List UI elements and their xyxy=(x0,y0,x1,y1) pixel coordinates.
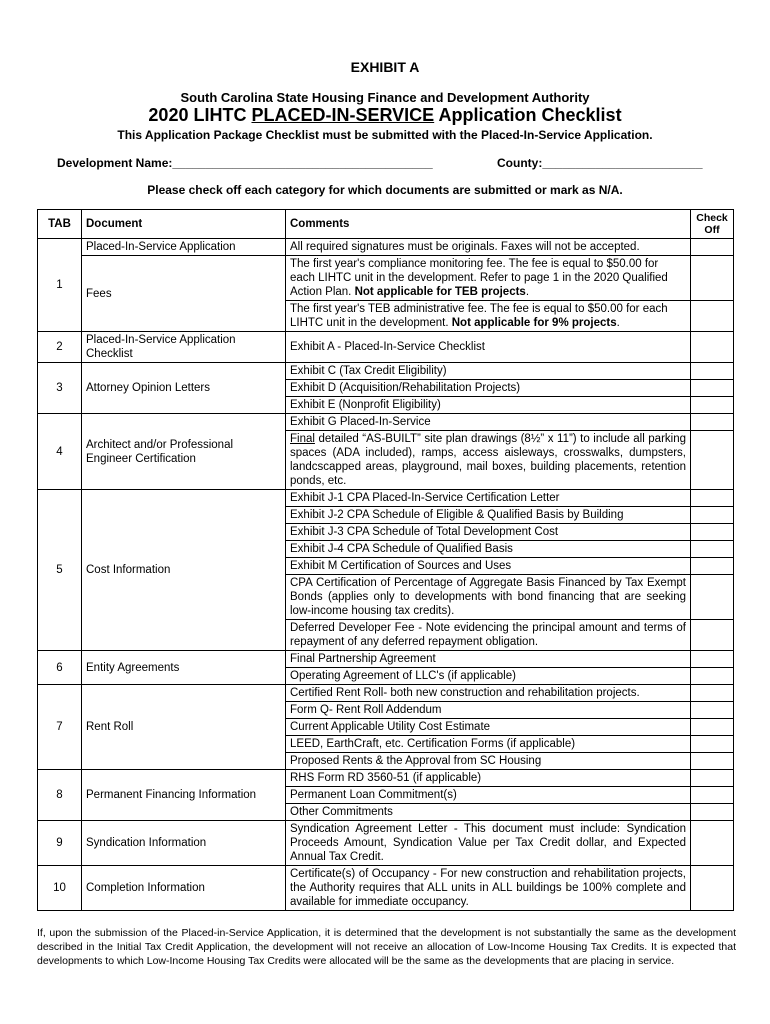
document-name: Permanent Financing Information xyxy=(82,770,286,821)
tab-number: 10 xyxy=(38,866,82,911)
comment: Operating Agreement of LLC's (if applicable) xyxy=(286,668,691,685)
check-off-cell[interactable] xyxy=(691,363,734,380)
comment: LEED, EarthCraft, etc. Certification Forms (if applicable) xyxy=(286,736,691,753)
comment: Exhibit C (Tax Credit Eligibility) xyxy=(286,363,691,380)
check-off-cell[interactable] xyxy=(691,541,734,558)
document-name: Fees xyxy=(82,256,286,332)
table-row xyxy=(38,821,734,866)
table-row xyxy=(38,770,734,787)
comment: Proposed Rents & the Approval from SC Housing xyxy=(286,753,691,770)
comment: Exhibit J-3 CPA Schedule of Total Development Cost xyxy=(286,524,691,541)
check-off-cell[interactable] xyxy=(691,620,734,651)
tab-number: 5 xyxy=(38,490,82,651)
document-name: Rent Roll xyxy=(82,685,286,770)
document-name: Placed-In-Service Application xyxy=(82,239,286,256)
comment: CPA Certification of Percentage of Aggregate Basis Financed by Tax Exempt Bonds (applies only to developments with bond financing that are seeking low-income housing tax credits). xyxy=(286,575,691,620)
footer-note: If, upon the submission of the Placed-in-Service Application, it is determined that the development is not substantially the same as the development described in the Initial Tax Credit Application, the development will not receive an allocation of Low-Income Housing Tax Credits. It is expected that developments to which Low-Income Housing Tax Credits were allocated will be the same as the developments that are placing in service. xyxy=(37,927,736,967)
document-name: Syndication Information xyxy=(82,821,286,866)
subtitle: This Application Package Checklist must be submitted with the Placed-In-Service Application. xyxy=(117,128,653,142)
comment: Exhibit J-1 CPA Placed-In-Service Certification Letter xyxy=(286,490,691,507)
table-header-row xyxy=(38,210,734,239)
tab-number: 9 xyxy=(38,821,82,866)
comment: Form Q- Rent Roll Addendum xyxy=(286,702,691,719)
check-off-cell[interactable] xyxy=(691,558,734,575)
tab-number: 2 xyxy=(38,332,82,363)
header-document: Document xyxy=(82,210,286,239)
comment: Other Commitments xyxy=(286,804,691,821)
comment: The first year's TEB administrative fee. The fee is equal to $50.00 for each LIHTC unit in the development. Not applicable for 9% projects. xyxy=(286,301,691,332)
document-name: Cost Information xyxy=(82,490,286,651)
check-off-cell[interactable] xyxy=(691,866,734,911)
tab-number: 8 xyxy=(38,770,82,821)
comment: The first year's compliance monitoring fee. The fee is equal to $50.00 for each LIHTC unit in the development. Refer to page 1 in the 2020 Qualified Action Plan. Not applicable for TEB projects. xyxy=(286,256,691,301)
checklist-table xyxy=(37,209,734,911)
check-off-cell[interactable] xyxy=(691,301,734,332)
comment: Certificate(s) of Occupancy - For new construction and rehabilitation projects, the Authority requires that ALL units in ALL buildings be 100% complete and available for immediate occupancy. xyxy=(286,866,691,911)
comment: Current Applicable Utility Cost Estimate xyxy=(286,719,691,736)
header-tab: TAB xyxy=(38,210,82,239)
comment: Exhibit A - Placed-In-Service Checklist xyxy=(286,332,691,363)
check-off-cell[interactable] xyxy=(691,770,734,787)
tab-number: 6 xyxy=(38,651,82,685)
table-row xyxy=(38,685,734,702)
comment: Permanent Loan Commitment(s) xyxy=(286,787,691,804)
comment: RHS Form RD 3560-51 (if applicable) xyxy=(286,770,691,787)
check-off-cell[interactable] xyxy=(691,668,734,685)
comment: Exhibit G Placed-In-Service xyxy=(286,414,691,431)
document-name: Attorney Opinion Letters xyxy=(82,363,286,414)
check-off-cell[interactable] xyxy=(691,397,734,414)
comment: Exhibit J-2 CPA Schedule of Eligible & Qualified Basis by Building xyxy=(286,507,691,524)
comment: Certified Rent Roll- both new construction and rehabilitation projects. xyxy=(286,685,691,702)
check-off-cell[interactable] xyxy=(691,575,734,620)
tab-number: 4 xyxy=(38,414,82,490)
check-off-cell[interactable] xyxy=(691,490,734,507)
check-off-cell[interactable] xyxy=(691,702,734,719)
comment: Final detailed “AS-BUILT” site plan drawings (8½” x 11”) to include all parking spaces (ADA included), ramps, access aisleways, crosswalks, dumpsters, landcscapped areas, playground, mail boxes, building placements, retention ponds, etc. xyxy=(286,431,691,490)
comment: Syndication Agreement Letter - This document must include: Syndication Proceeds Amount, Syndication Value per Tax Credit dollar, and Expected Annual Tax Credit. xyxy=(286,821,691,866)
check-off-cell[interactable] xyxy=(691,332,734,363)
tab-number: 3 xyxy=(38,363,82,414)
document-name: Completion Information xyxy=(82,866,286,911)
check-off-cell[interactable] xyxy=(691,651,734,668)
check-off-cell[interactable] xyxy=(691,239,734,256)
table-row xyxy=(38,490,734,507)
title-prefix: 2020 LIHTC xyxy=(148,105,247,125)
tab-number: 1 xyxy=(38,239,82,332)
document-name: Placed-In-Service Application Checklist xyxy=(82,332,286,363)
title-underlined: PLACED-IN-SERVICE xyxy=(251,105,435,125)
comment: Deferred Developer Fee - Note evidencing the principal amount and terms of repayment of any deferred repayment obligation. xyxy=(286,620,691,651)
table-row xyxy=(38,363,734,380)
check-off-cell[interactable] xyxy=(691,685,734,702)
table-row xyxy=(38,651,734,668)
development-name-field[interactable]: Development Name:_______________________________________ xyxy=(57,156,433,170)
county-field[interactable]: County:________________________ xyxy=(497,156,703,170)
organization-name: South Carolina State Housing Finance and Development Authority xyxy=(180,90,590,105)
table-row xyxy=(38,866,734,911)
check-off-cell[interactable] xyxy=(691,524,734,541)
header-comments: Comments xyxy=(286,210,691,239)
tab-number: 7 xyxy=(38,685,82,770)
comment: Exhibit J-4 CPA Schedule of Qualified Basis xyxy=(286,541,691,558)
header-check-off: Check Off xyxy=(691,210,734,239)
comment: Exhibit E (Nonprofit Eligibility) xyxy=(286,397,691,414)
check-off-cell[interactable] xyxy=(691,507,734,524)
comment: Final Partnership Agreement xyxy=(286,651,691,668)
comment: Exhibit D (Acquisition/Rehabilitation Projects) xyxy=(286,380,691,397)
document-name: Entity Agreements xyxy=(82,651,286,685)
page-title xyxy=(0,105,770,126)
exhibit-heading: EXHIBIT A xyxy=(350,59,420,75)
check-off-cell[interactable] xyxy=(691,719,734,736)
table-row xyxy=(38,414,734,431)
check-off-cell[interactable] xyxy=(691,256,734,301)
instruction-text: Please check off each category for which documents are submitted or mark as N/A. xyxy=(147,183,623,197)
table-row xyxy=(38,332,734,363)
check-off-cell[interactable] xyxy=(691,431,734,490)
document-name: Architect and/or Professional Engineer Certification xyxy=(82,414,286,490)
comment: Exhibit M Certification of Sources and Uses xyxy=(286,558,691,575)
title-suffix: Application Checklist xyxy=(438,105,622,125)
table-row xyxy=(38,256,734,301)
comment: All required signatures must be originals. Faxes will not be accepted. xyxy=(286,239,691,256)
check-off-cell[interactable] xyxy=(691,380,734,397)
check-off-cell[interactable] xyxy=(691,753,734,770)
check-off-cell[interactable] xyxy=(691,414,734,431)
check-off-cell[interactable] xyxy=(691,804,734,821)
check-off-cell[interactable] xyxy=(691,821,734,866)
table-row xyxy=(38,239,734,256)
check-off-cell[interactable] xyxy=(691,736,734,753)
check-off-cell[interactable] xyxy=(691,787,734,804)
